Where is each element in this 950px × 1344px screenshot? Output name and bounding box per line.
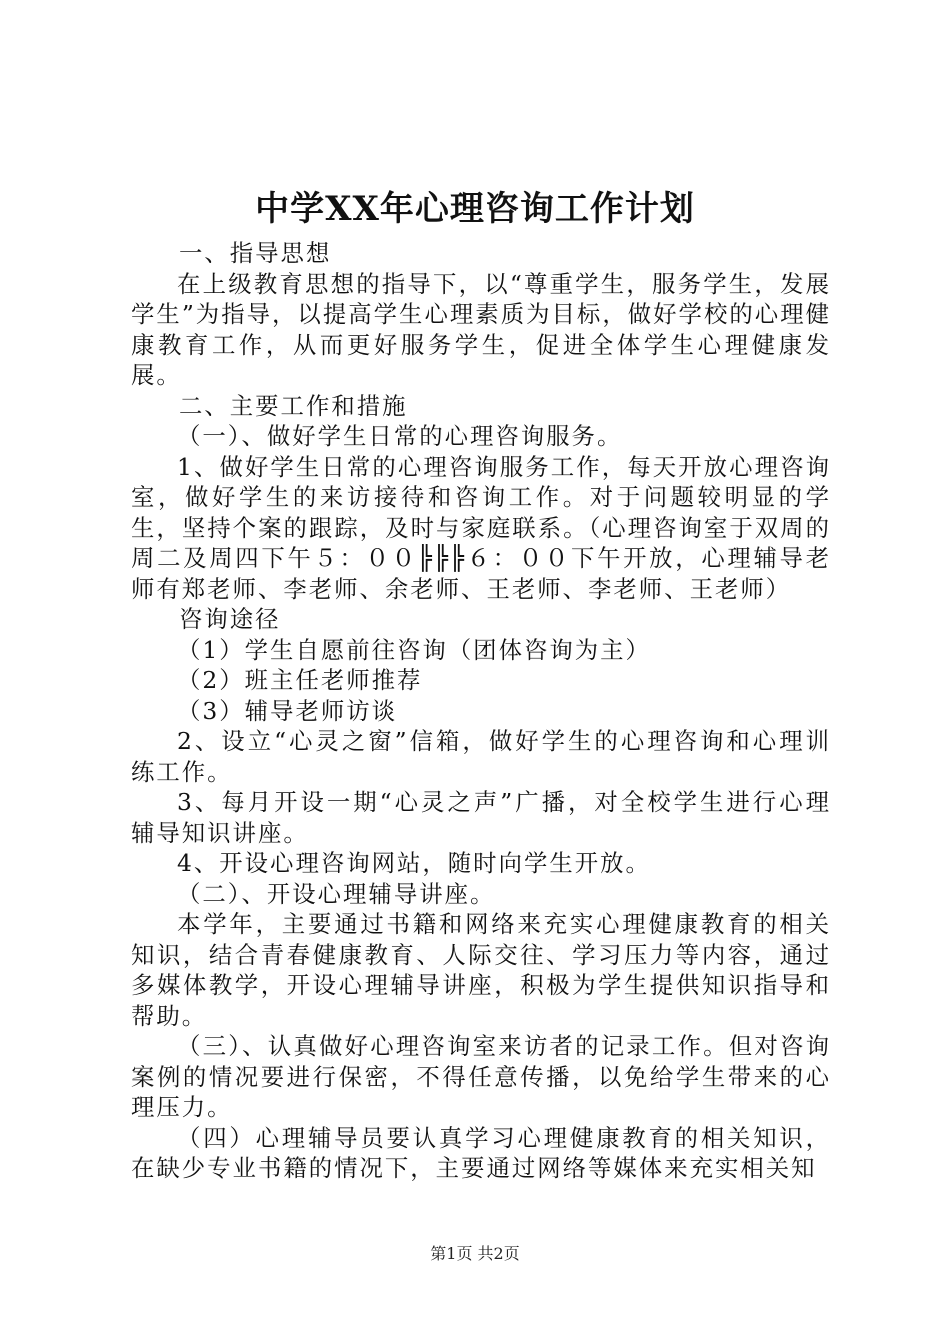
paragraph-item-1: 1、做好学生日常的心理咨询服务工作，每天开放心理咨询室，做好学生的来访接待和咨询工作。对于问题较明显的学生，坚持个案的跟踪，及时与家庭联系。（心理咨询室于双周的周二及周四下午５：００╠╠╠６：００下午开放，心理辅导老师有郑老师、李老师、余老师、王老师、李老师、王老师）: [131, 452, 831, 603]
heading-guiding-thought: 一、指导思想: [179, 239, 332, 267]
heading-main-work: 二、主要工作和措施: [179, 391, 408, 420]
paragraph-counselor-study: （四）心理辅导员要认真学习心理健康教育的相关知识，在缺少专业书籍的情况下，主要通过网络等媒体来充实相关知: [131, 1123, 831, 1182]
list-item-channel-1: （1）学生自愿前往咨询（团体咨询为主）: [177, 635, 651, 664]
paragraph-records: （三）、认真做好心理咨询室来访者的记录工作。但对咨询案例的情况要进行保密，不得任意传播，以免给学生带来的心理压力。: [131, 1032, 831, 1121]
document-title: 中学XX年心理咨询工作计划: [255, 189, 695, 229]
subheading-lectures: （二）、开设心理辅导讲座。: [177, 879, 496, 908]
paragraph-guiding-thought: 在上级教育思想的指导下，以“尊重学生，服务学生，发展学生”为指导，以提高学生心理素质为目标，做好学校的心理健康教育工作，从而更好服务学生，促进全体学生心理健康发展。: [131, 269, 831, 389]
paragraph-lectures: 本学年，主要通过书籍和网络来充实心理健康教育的相关知识，结合青春健康教育、人际交往、学习压力等内容，通过多媒体教学，开设心理辅导讲座，积极为学生提供知识指导和帮助。: [131, 910, 831, 1030]
paragraph-item-2: 2、设立“心灵之窗”信箱，做好学生的心理咨询和心理训练工作。: [131, 727, 831, 786]
list-item-channel-2: （2）班主任老师推荐: [177, 666, 423, 694]
list-item-channel-3: （3）辅导老师访谈: [177, 696, 398, 725]
label-counseling-channels: 咨询途径: [179, 605, 281, 633]
paragraph-item-4: 4、开设心理咨询网站，随时向学生开放。: [177, 849, 651, 877]
document-body: [131, 238, 831, 1184]
page-number-footer: 第1页 共2页: [430, 1244, 520, 1263]
paragraph-item-3: 3、每月开设一期“心灵之声”广播，对全校学生进行心理辅导知识讲座。: [131, 788, 831, 847]
subheading-daily-counseling: （一）、做好学生日常的心理咨询服务。: [177, 422, 623, 450]
